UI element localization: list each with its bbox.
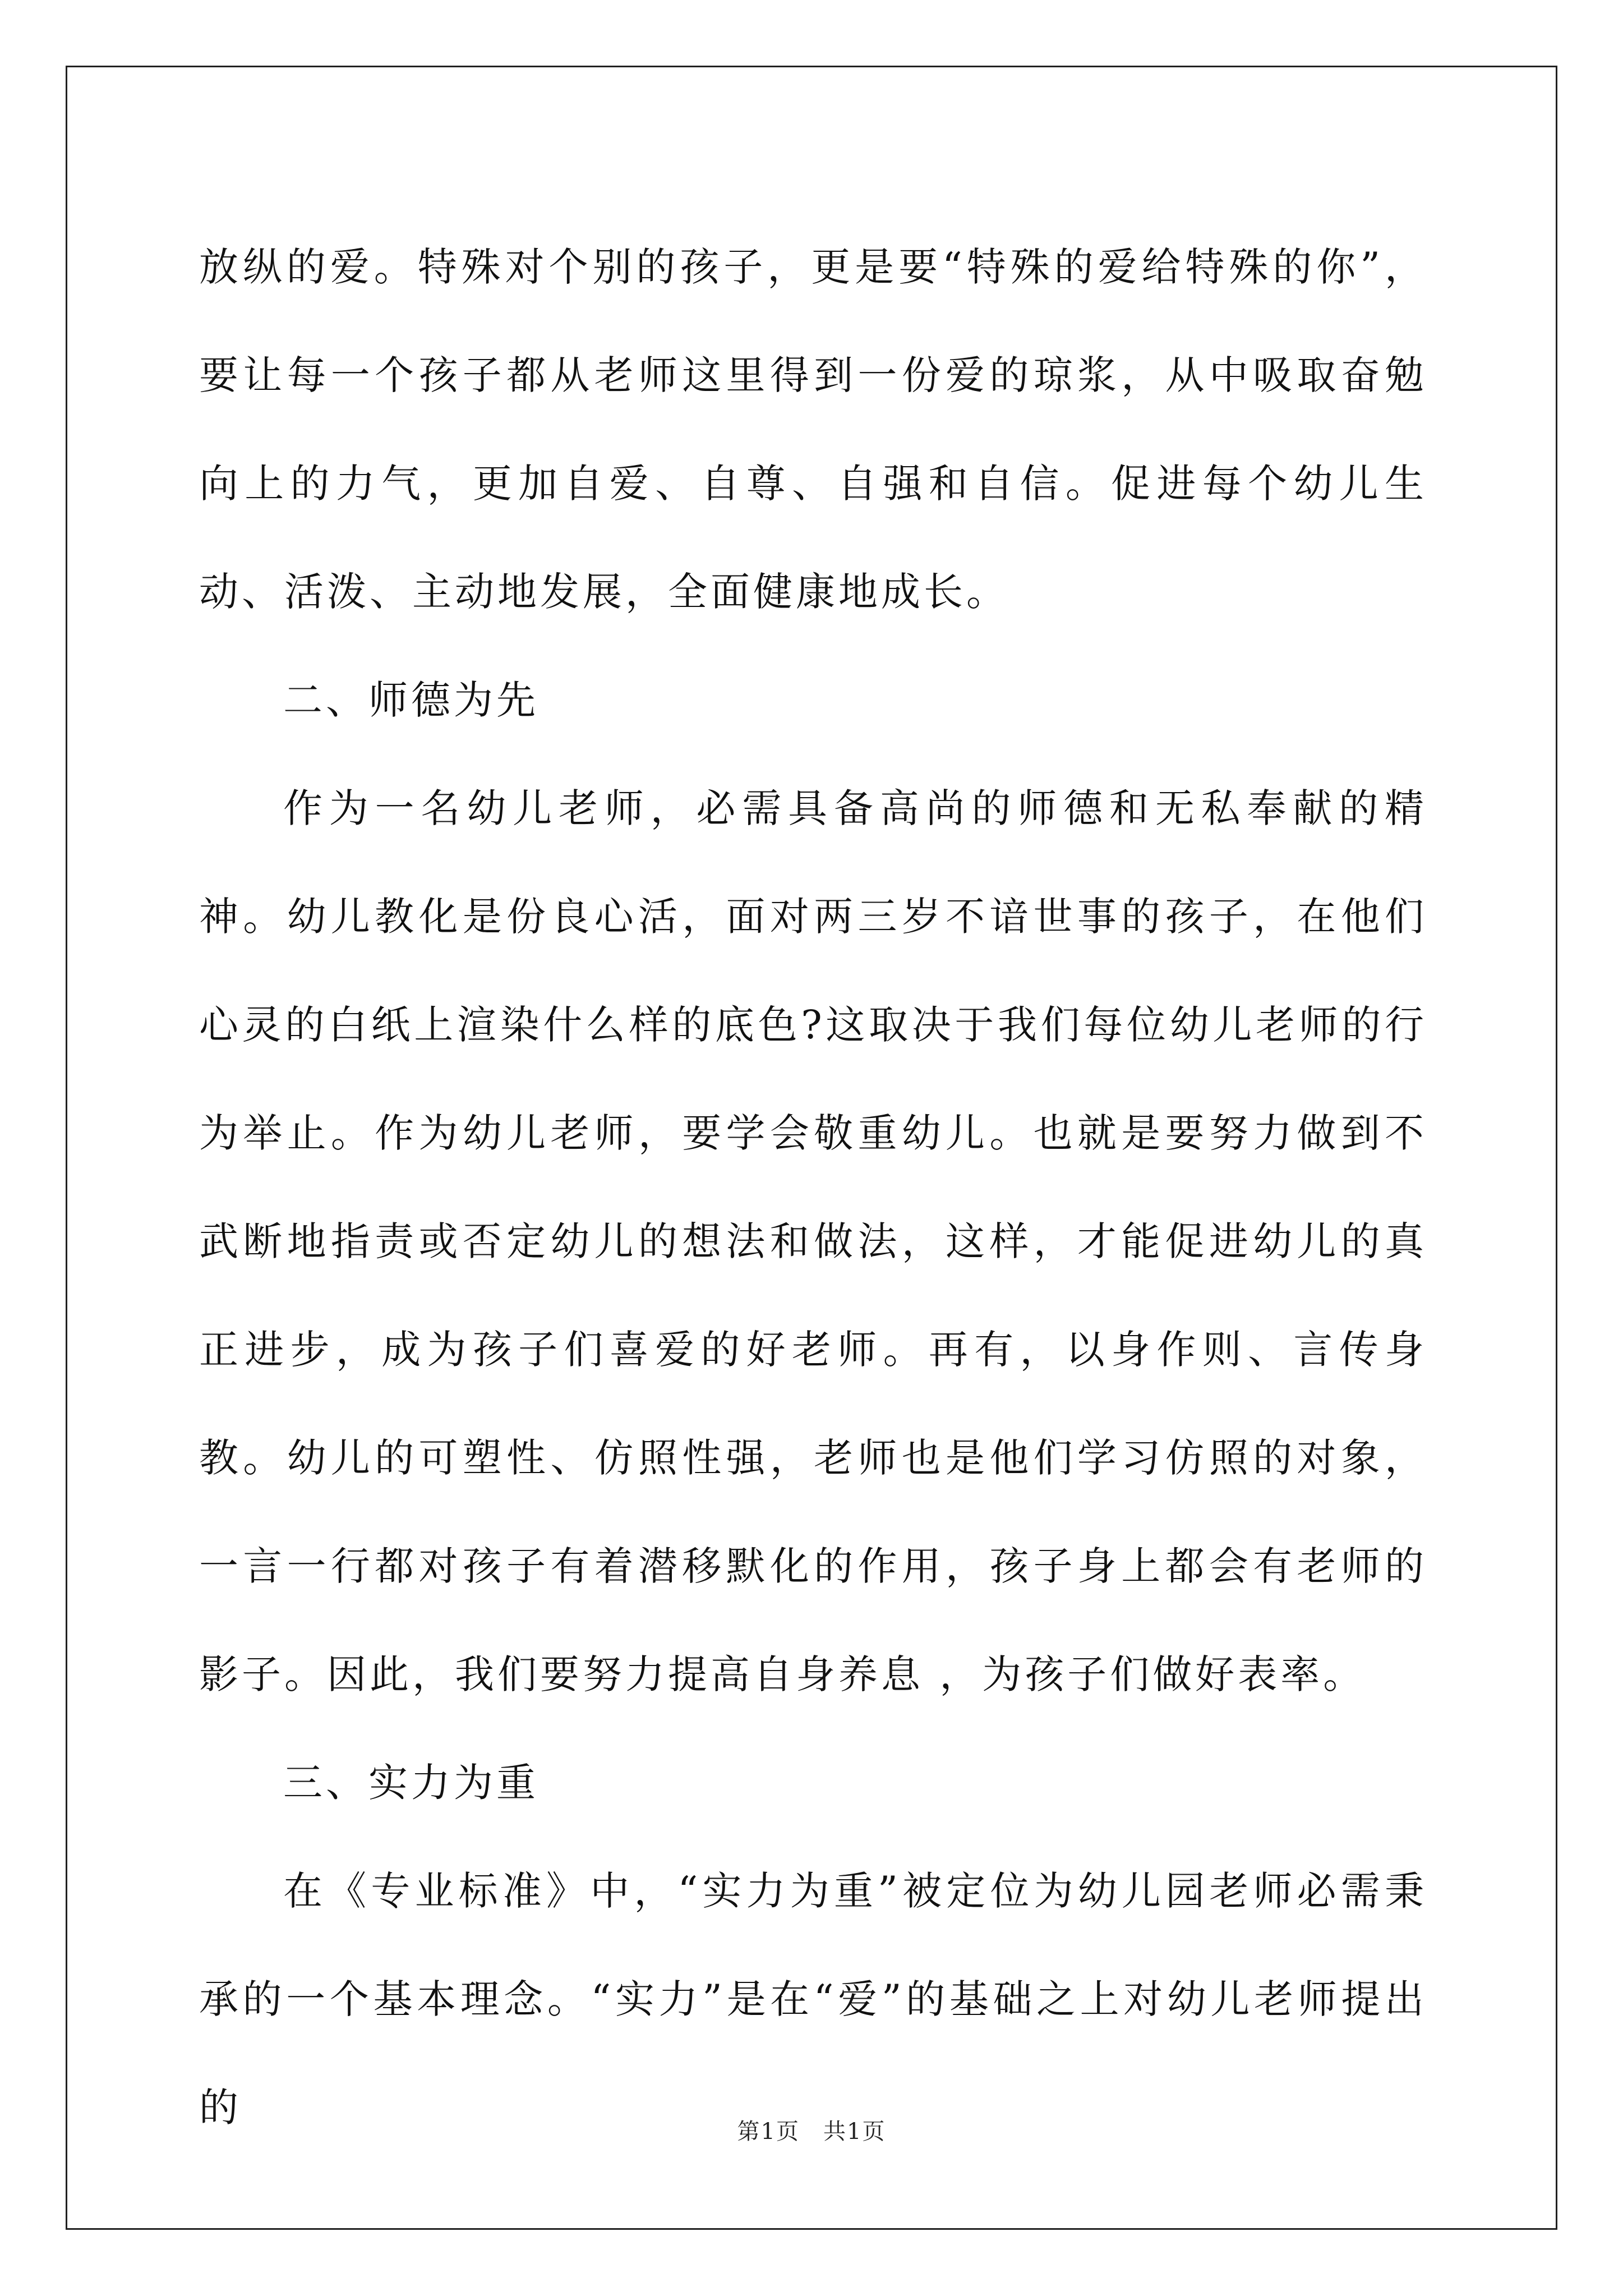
section-heading-ethics: 二、师德为先	[283, 677, 539, 723]
page-number-footer: 第1页 共1页	[737, 2119, 886, 2145]
document-body	[199, 213, 1427, 2162]
paragraph-love-continued: 放纵的爱。特殊对个别的孩子，更是要“特殊的爱给特殊的你”，要让每一个孩子都从老师这里得到一份爱的琼浆，从中吸取奋勉向上的力气，更加自爱、自尊、自强和自信。促进每个幼儿生动、活泼、主动地发展，全面健康地成长。	[199, 244, 1427, 615]
section-heading-ability: 三、实力为重	[283, 1760, 539, 1806]
paragraph-ability: 在《专业标准》中，“实力为重”被定位为幼儿园老师必需秉承的一个基本理念。“实力”是在“爱”的基础之上对幼儿老师提出的	[199, 1868, 1427, 2131]
paragraph-ethics: 作为一名幼儿老师，必需具备高尚的师德和无私奉献的精神。幼儿教化是份良心活，面对两三岁不谙世事的孩子，在他们心灵的白纸上渲染什么样的底色?这取决于我们每位幼儿老师的行为举止。作为幼儿老师，要学会敬重幼儿。也就是要努力做到不武断地指责或否定幼儿的想法和做法，这样，才能促进幼儿的真正进步，成为孩子们喜爱的好老师。再有，以身作则、言传身教。幼儿的可塑性、仿照性强，老师也是他们学习仿照的对象，一言一行都对孩子有着潜移默化的作用，孩子身上都会有老师的影子。因此，我们要努力提高自身养息 ，为孩子们做好表率。	[199, 785, 1427, 1697]
